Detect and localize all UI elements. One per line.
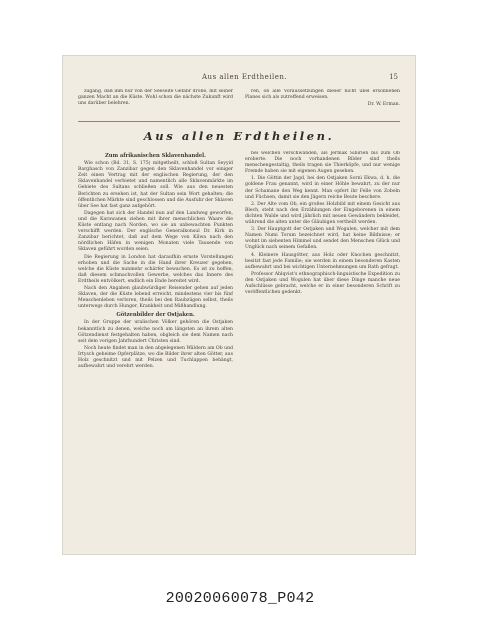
top-left-text-block (78, 89, 233, 115)
running-title: Aus allen Erdtheilen. (202, 73, 288, 81)
left-paragraph: Nach den Angaben glaubwürdiger Reisender gehen auf jeden Sklaven, der die Küste lebend erreicht, mindestens vier bis fünf Menschenleben verloren, theils bei den Raubzügen selbst, theils unterwegs durch Hunger, Krankheit und Mißhandlung. (78, 285, 233, 310)
top-right-paragraph: ren, ob alle Voraussetzungen dieser nicht übel ersonnenen Planes sich als zutreffend erweisen. (245, 89, 400, 101)
divider-rule (78, 121, 400, 122)
left-paragraph: Noch heute findet man in den abgelegenen Wäldern am Ob und Irtysch geheime Opferplätze, wo die Bilder ihrer alten Götter, aus Holz geschnitzt und mit Pelzen und Tuchlappen behängt, aufbewahrt und verehrt werden. (78, 345, 233, 370)
right-paragraph: 2. Der Alte vom Ob, ein großes Holzbild mit einem Gesicht aus Blech, steht nach den Erzählungen der Eingeborenen in einem dichten Walde und wird jährlich mit neuen Gewändern bekleidet, während die alten unter die Gläubigen vertheilt werden. (245, 201, 400, 226)
right-paragraph: Professor Ahlqvist's ethnographisch-linguistische Expedition zu den Ostjaken und Wogulen hat über diese Dinge manche neue Aufschlüsse gebracht, welche er in einer besonderen Schrift zu veröffentlichen gedenkt. (245, 271, 400, 296)
right-column (245, 151, 400, 541)
section-title: Aus allen Erdtheilen. (143, 129, 335, 143)
right-paragraph: 1. Die Göttin der Jagd, bei den Ostjaken Sornì Ekwa, d. h. die goldene Frau genannt, wird in einer Höhle bewahrt, zu der nur der Schamane den Weg kennt. Man opfert ihr Felle von Zobeln und Füchsen, damit sie den Jägern reiche Beute beschere. (245, 176, 400, 200)
left-paragraph: Dagegen hat sich der Handel nun auf den Landweg geworfen, und die Karawanen ziehen mit ihrer menschlichen Waare die Küste entlang nach Norden, wo sie an unbewachten Punkten verschifft werden. Der englische Generalkonsul Dr. Kirk in Zanzibar berichtet, daß auf dem Wege von Kilwa nach den nördlichen Häfen in wenigen Monaten viele Tausende von Sklaven geführt worden seien. (78, 210, 233, 253)
document-page (62, 55, 416, 555)
top-left-paragraph: zugang, daß ihm nur von der Seeseite Gefahr drohe, mit seiner ganzen Macht an die Küste. Wohl schon die nächste Zukunft wird uns darüber belehren. (78, 89, 233, 107)
right-paragraph: 4. Kleinere Hausgötter, aus Holz oder Knochen geschnitzt, besitzt fast jede Familie; sie werden in einem besonderen Kasten aufbewahrt und bei wichtigen Unternehmungen um Rath gefragt. (245, 252, 400, 270)
archive-id-label: 20020060078_P042 (165, 590, 315, 607)
page-header (62, 73, 416, 87)
left-paragraph: Wie schon (Bd. 31, S. 175) mitgetheilt, schloß Sultan Seyyid Barghasch von Zanzibar gegen den Sklavenhandel vor einiger Zeit einen Vertrag mit der englischen Regierung, der den Sklavenhandel verbietet und namentlich alle Sklavenmärkte im Gebiete des Sultans schließen soll. Wie aus den neuesten Berichten zu ersehen ist, hat der Sultan sein Wort gehalten; die öffentlichen Märkte sind geschlossen und die Ausfuhr der Sklaven über See hat fast ganz aufgehört. (78, 161, 233, 209)
top-right-text-block (245, 89, 400, 115)
left-paragraph: In der Gruppe der uralischen Völker gehören die Ostjaken bekanntlich zu denen, welche noch am längsten an ihrem alten Götzendienst festgehalten haben, obgleich sie dem Namen nach seit dem vorigen Jahrhundert Christen sind. (78, 320, 233, 344)
article-title-slave-trade: Zum afrikanischen Sklavenhandel. (105, 153, 206, 159)
left-column (78, 151, 233, 541)
right-paragraph: 3. Der Hauptgott der Ostjaken und Wogulen, welcher mit dem Namen Numi Torum bezeichnet wird, hat keine Bildnisse; er wohnt im siebenten Himmel und sendet den Menschen Glück und Unglück nach seinem Gefallen. (245, 227, 400, 251)
article-title-ostyak-idols: Götzenbilder der Ostjaken. (116, 312, 195, 319)
page-number: 15 (389, 73, 398, 81)
left-paragraph: Die Regierung in London hat daraufhin ernste Vorstellungen erhoben und die Sache in die Hand ihrer Kreuzer gegeben, welche die Küste nunmehr schärfer bewachen. Es ist zu hoffen, daß diesem schmachvollen Gewerbe, welches das Innere des Erdtheils entvölkert, endlich ein Ende bereitet wird. (78, 254, 233, 284)
right-paragraph: bei welchen verschwanden, als Jermak Sibirien bis zum Ob eroberte. Die noch vorhandenen Bilder sind theils menschengestaltig, theils tragen sie Thierköpfe, und nur wenige Fremde haben sie mit eigenen Augen gesehen. (245, 151, 400, 175)
author-signature: Dr. W. Erman. (367, 102, 400, 108)
